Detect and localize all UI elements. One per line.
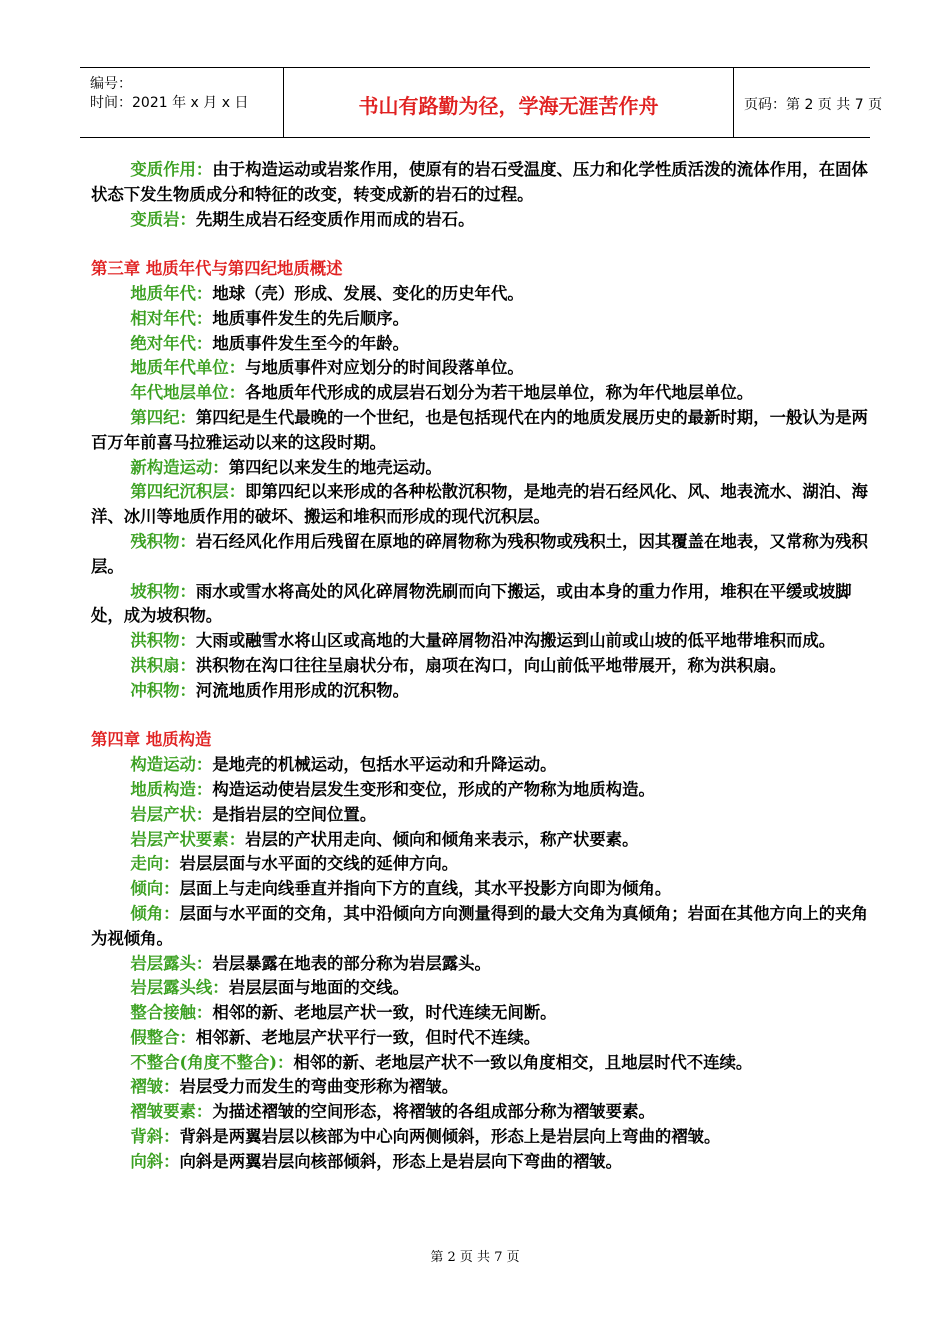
- definition-paragraph: [91, 307, 868, 332]
- definition-text: 地质事件发生的先后顺序。: [212, 308, 409, 328]
- header-motto-cell: [283, 68, 734, 137]
- definition-paragraph: [91, 1026, 868, 1051]
- definition-paragraph: [91, 629, 868, 654]
- definition-term: 构造运动：: [130, 755, 213, 775]
- definition-term: 地质年代单位：: [130, 358, 246, 378]
- definition-paragraph: [91, 778, 868, 803]
- definition-term: 褶皱要素：: [130, 1102, 213, 1122]
- header-page-cell: [734, 68, 883, 137]
- definition-text: 与地质事件对应划分的时间段落单位。: [245, 358, 524, 378]
- document-body: [91, 158, 868, 1175]
- definition-paragraph: [91, 976, 868, 1001]
- section-spacer: [91, 232, 868, 257]
- header-info-cell: [80, 68, 283, 137]
- definition-term: 新构造运动：: [130, 457, 229, 477]
- definition-text: 即第四纪以来形成的各种松散沉积物，是地壳的岩石经风化、风、地表流水、湖泊、海洋、冰川等地质作用的破坏、搬运和堆积而形成的现代沉积层。: [91, 482, 868, 527]
- chapter-heading: 第三章 地质年代与第四纪地质概述: [91, 259, 343, 279]
- definition-term: 洪积扇：: [130, 655, 196, 675]
- definition-text: 由于构造运动或岩浆作用，使原有的岩石受温度、压力和化学性质活泼的流体作用，在固体状态下发生物质成分和特征的改变，转变成新的岩石的过程。: [91, 160, 868, 204]
- definition-text: 地质事件发生至今的年龄。: [212, 333, 409, 353]
- page-footer: 第 2 页 共 7 页: [430, 1250, 520, 1265]
- definition-paragraph: [91, 679, 868, 704]
- definition-term: 岩层露头：: [130, 953, 213, 973]
- definition-text: 岩石经风化作用后残留在原地的碎屑物称为残积物或残积土，因其覆盖在地表，又常称为残积层。: [91, 531, 868, 576]
- definition-text: 层面上与走向线垂直并指向下方的直线，其水平投影方向即为倾角。: [179, 879, 672, 899]
- page-header: [80, 67, 883, 138]
- definition-paragraph: [91, 852, 868, 877]
- definition-term: 岩层产状要素：: [130, 829, 246, 849]
- definition-text: 第四纪是生代最晚的一个世纪，也是包括现代在内的地质发展历史的最新时期，一般认为是两百万年前喜马拉雅运动以来的这段时期。: [91, 407, 868, 452]
- definition-term: 地质年代：: [130, 283, 213, 303]
- doc-time-label: 时间：2021 年 x 月 x 日: [90, 95, 249, 111]
- definition-term: 残积物：: [130, 531, 196, 551]
- definition-text: 雨水或雪水将高处的风化碎屑物洗刷而向下搬运，或由本身的重力作用，堆积在平缓或坡脚处，成为坡积物。: [91, 581, 852, 626]
- definition-term: 坡积物：: [130, 581, 196, 601]
- definition-paragraph: [91, 381, 868, 406]
- definition-text: 先期生成岩石经变质作用而成的岩石。: [195, 209, 475, 229]
- definition-paragraph: [91, 356, 868, 381]
- definition-paragraph: [91, 1051, 868, 1076]
- definition-paragraph: [91, 1125, 868, 1150]
- definition-text: 是指岩层的空间位置。: [212, 804, 377, 824]
- definition-term: 倾向：: [130, 879, 180, 899]
- definition-term: 绝对年代：: [130, 333, 213, 353]
- definition-text: 各地质年代形成的成层岩石划分为若干地层单位，称为年代地层单位。: [245, 383, 754, 403]
- definition-paragraph: [91, 654, 868, 679]
- definition-paragraph: [91, 1150, 868, 1175]
- definition-paragraph: [91, 828, 868, 853]
- doc-number-label: 编号：: [90, 76, 132, 92]
- definition-text: 岩层层面与水平面的交线的延伸方向。: [179, 854, 459, 874]
- definition-paragraph: [91, 406, 868, 456]
- definition-paragraph: [91, 1001, 868, 1026]
- definition-text: 相邻的新、老地层产状一致，时代连续无间断。: [212, 1003, 557, 1023]
- definition-paragraph: [91, 530, 868, 580]
- definition-term: 变质岩：: [130, 209, 196, 229]
- definition-paragraph: [91, 480, 868, 530]
- definition-text: 相邻的新、老地层产状不一致以角度相交，且地层时代不连续。: [293, 1052, 753, 1072]
- definition-term: 假整合：: [130, 1027, 196, 1047]
- definition-paragraph: [91, 1075, 868, 1100]
- definition-term: 第四纪沉积层：: [130, 482, 246, 502]
- definition-paragraph: [91, 456, 868, 481]
- definition-text: 地球（壳）形成、发展、变化的历史年代。: [212, 283, 524, 303]
- header-page-label: 页码：第 2 页 共 7 页: [744, 97, 883, 113]
- definition-text: 岩层受力而发生的弯曲变形称为褶皱。: [179, 1077, 459, 1097]
- definition-text: 第四纪以来发生的地壳运动。: [228, 457, 442, 477]
- definition-text: 为描述褶皱的空间形态，将褶皱的各组成部分称为褶皱要素。: [212, 1102, 655, 1122]
- definition-term: 褶皱：: [130, 1077, 180, 1097]
- definition-paragraph: [91, 803, 868, 828]
- definition-paragraph: [91, 580, 868, 630]
- definition-term: 第四纪：: [130, 407, 196, 427]
- definition-text: 大雨或融雪水将山区或高地的大量碎屑物沿冲沟搬运到山前或山坡的低平地带堆积而成。: [195, 631, 836, 651]
- definition-term: 冲积物：: [130, 680, 196, 700]
- definition-term: 地质构造：: [130, 779, 213, 799]
- chapter-heading: 第四章 地质构造: [91, 730, 212, 750]
- definition-text: 向斜是两翼岩层向核部倾斜，形态上是岩层向下弯曲的褶皱。: [179, 1151, 623, 1171]
- definition-term: 整合接触：: [130, 1003, 213, 1023]
- definition-text: 构造运动使岩层发生变形和变位，形成的产物称为地质构造。: [212, 779, 655, 799]
- definition-paragraph: [91, 952, 868, 977]
- definition-term: 背斜：: [130, 1127, 180, 1147]
- definition-term: 洪积物：: [130, 631, 196, 651]
- definition-term: 变质作用：: [130, 160, 213, 179]
- header-motto: 书山有路勤为径，学海无涯苦作舟: [358, 94, 659, 118]
- definition-term: 岩层露头线：: [130, 978, 229, 998]
- definition-term: 倾角：: [130, 903, 180, 923]
- definition-paragraph: [91, 282, 868, 307]
- definition-paragraph: [91, 208, 868, 233]
- definition-text: 相邻新、老地层产状平行一致，但时代不连续。: [195, 1027, 541, 1047]
- definition-text: 是地壳的机械运动，包括水平运动和升降运动。: [212, 755, 557, 775]
- definition-term: 年代地层单位：: [130, 383, 246, 403]
- definition-text: 岩层暴露在地表的部分称为岩层露头。: [212, 953, 491, 973]
- definition-paragraph: [91, 753, 868, 778]
- definition-paragraph: [91, 877, 868, 902]
- definition-text: 层面与水平面的交角，其中沿倾向方向测量得到的最大交角为真倾角；岩面在其他方向上的夹角为视倾角。: [91, 903, 868, 948]
- definition-term: 相对年代：: [130, 308, 213, 328]
- definition-term: 岩层产状：: [130, 804, 213, 824]
- definition-text: 背斜是两翼岩层以核部为中心向两侧倾斜，形态上是岩层向上弯曲的褶皱。: [179, 1127, 721, 1147]
- definition-term: 向斜：: [130, 1151, 180, 1171]
- section-spacer: [91, 704, 868, 729]
- definition-term: 走向：: [130, 854, 180, 874]
- definition-term: 不整合(角度不整合)：: [130, 1052, 294, 1072]
- definition-text: 岩层的产状用走向、倾向和倾角来表示，称产状要素。: [245, 829, 639, 849]
- definition-text: 洪积物在沟口往往呈扇状分布，扇项在沟口，向山前低平地带展开，称为洪积扇。: [195, 655, 786, 675]
- definition-paragraph: [91, 158, 868, 208]
- definition-text: 岩层层面与地面的交线。: [228, 978, 409, 998]
- definition-paragraph: [91, 332, 868, 357]
- definition-text: 河流地质作用形成的沉积物。: [195, 680, 409, 700]
- definition-paragraph: [91, 902, 868, 952]
- definition-paragraph: [91, 1100, 868, 1125]
